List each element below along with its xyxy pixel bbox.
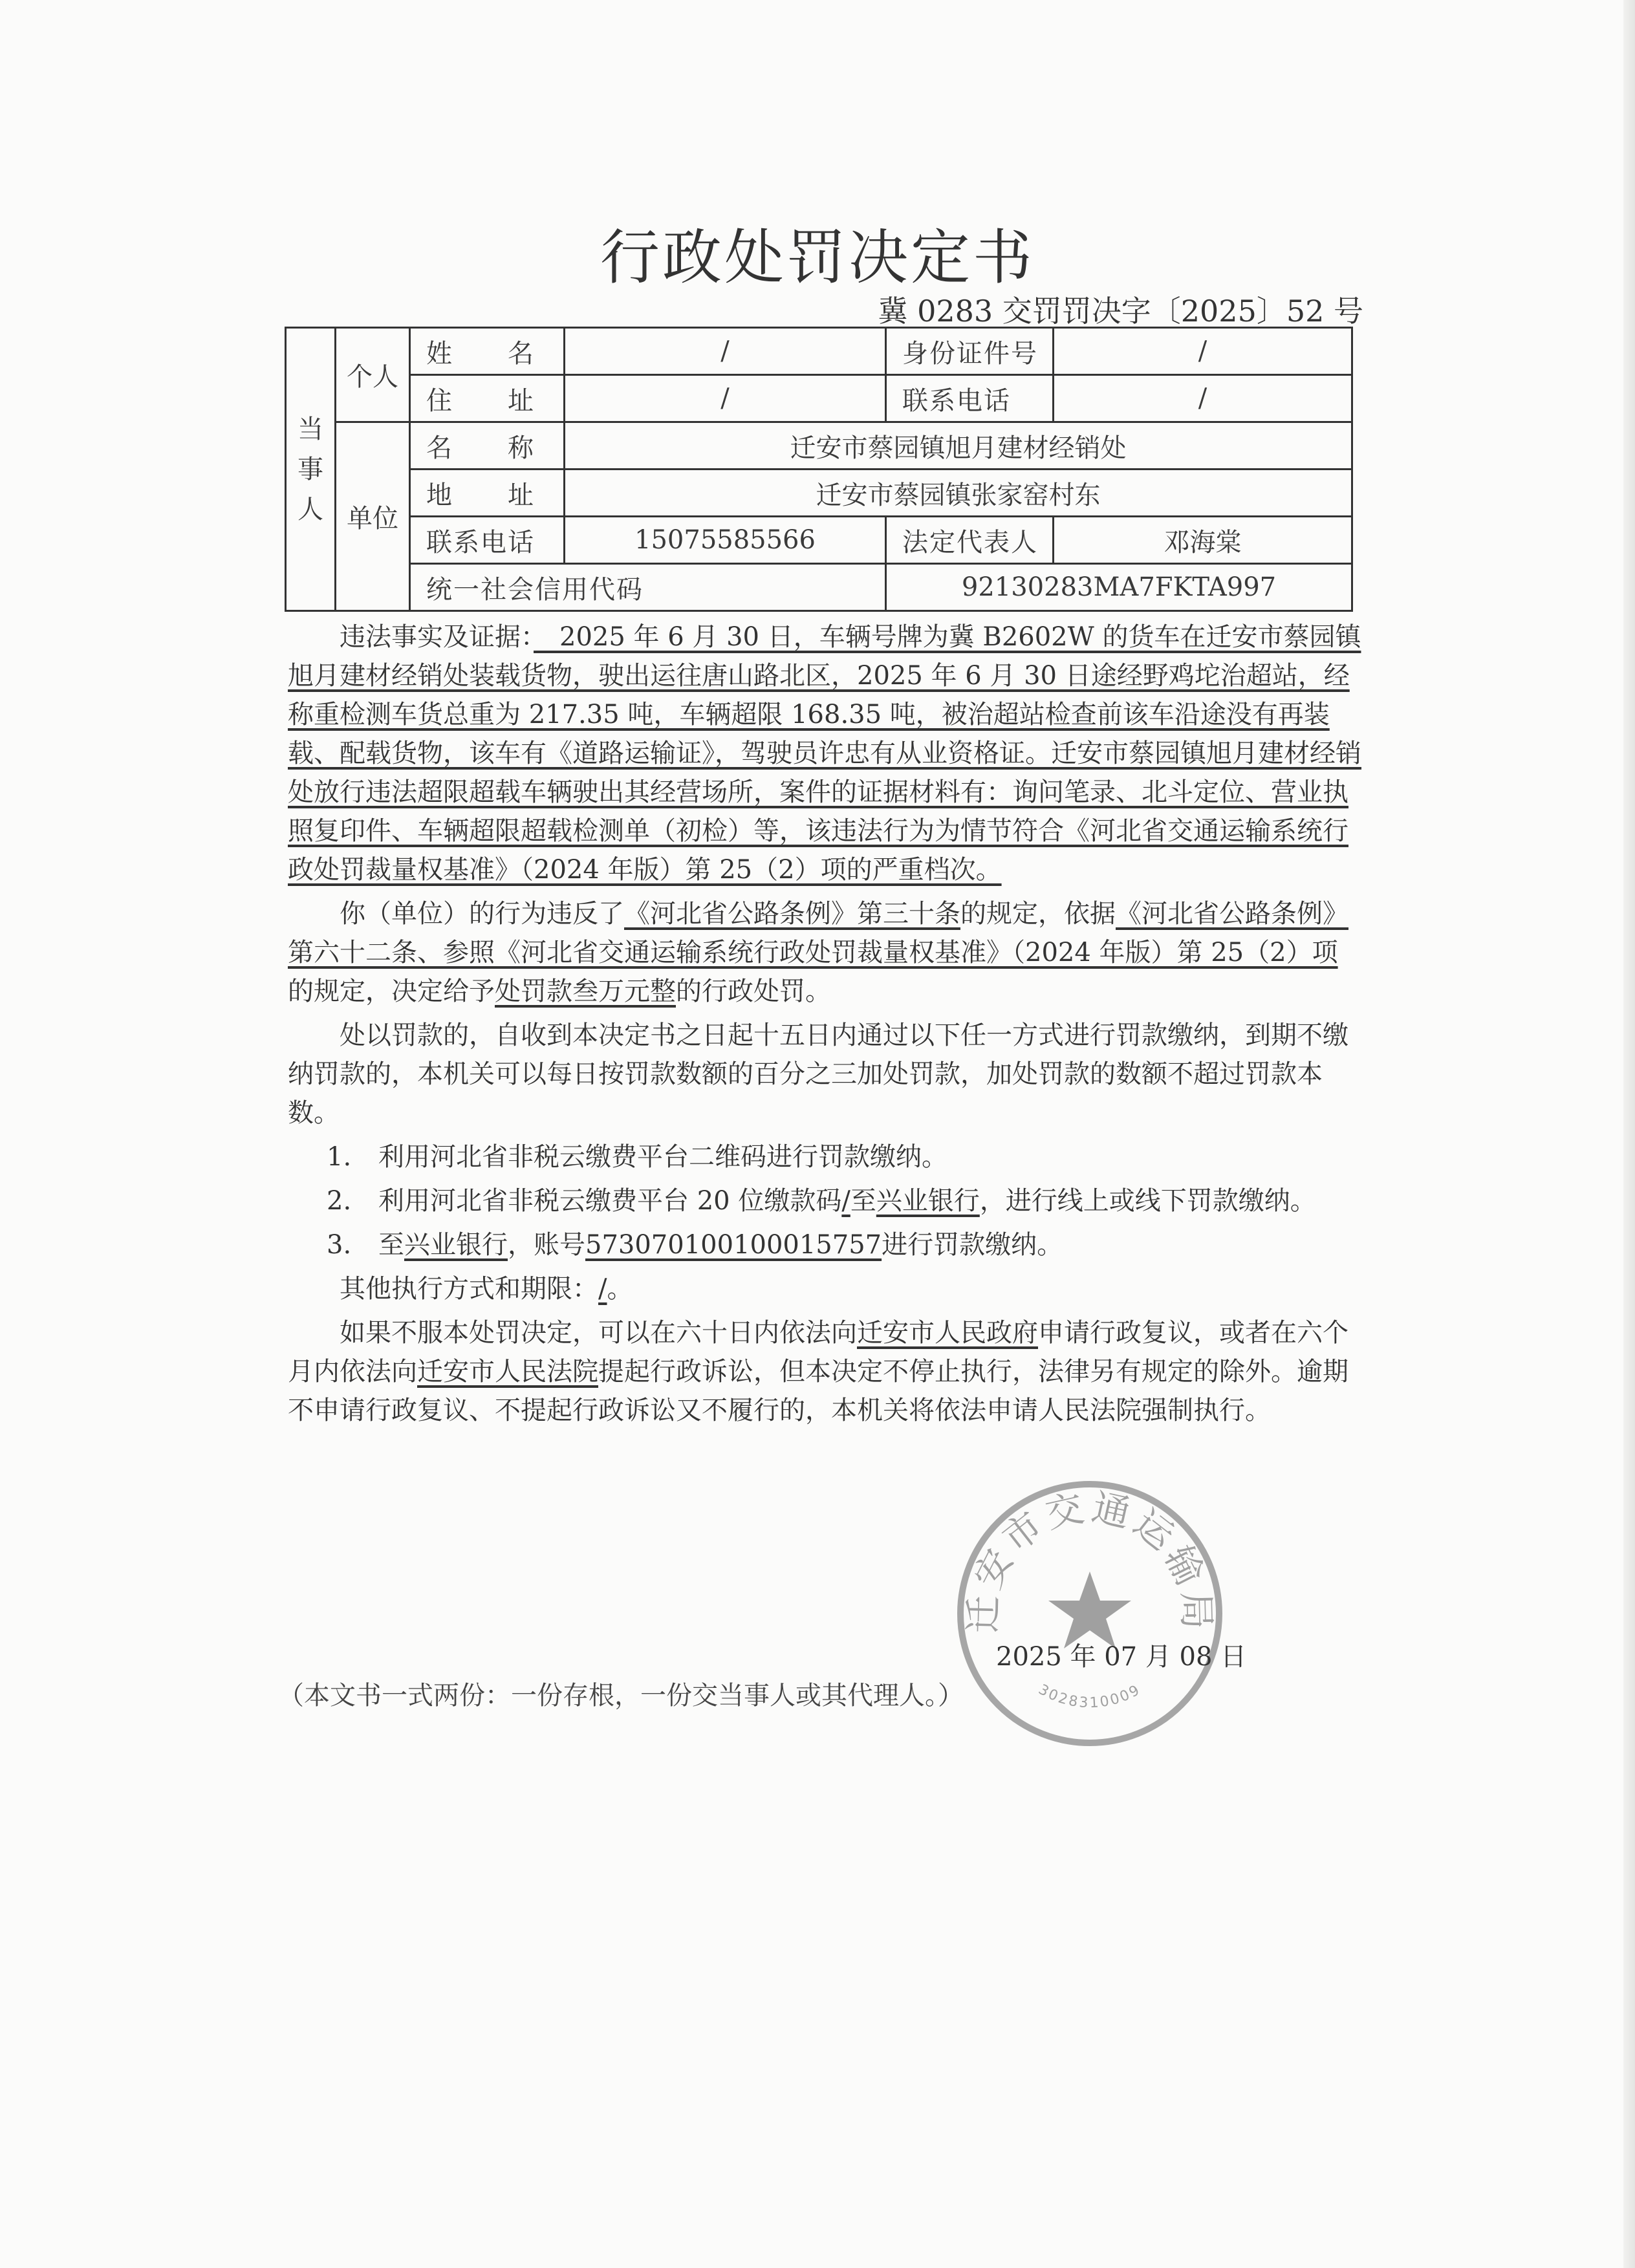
decision-text-1: 你（单位）的行为违反了 [340, 899, 624, 929]
decision-paragraph [288, 894, 1361, 1011]
other-execution-label: 其他执行方式和期限： [340, 1274, 598, 1304]
address-label: 住 址 [410, 375, 565, 422]
name-label: 姓 名 [410, 328, 565, 375]
bank-account: 573070100100015757 [585, 1230, 882, 1260]
unit-address-value: 迁安市蔡园镇张家窑村东 [565, 470, 1352, 517]
unit-name-label: 名 称 [410, 422, 565, 470]
facts-paragraph [288, 618, 1361, 889]
payment-item-2-end: ，进行线上或线下罚款缴纳。 [979, 1186, 1316, 1216]
payment-item-2-text: 利用河北省非税云缴费平台 20 位缴款码 [378, 1186, 842, 1216]
payment-bank: 兴业银行 [404, 1230, 508, 1260]
other-execution-value: / [598, 1274, 607, 1304]
unit-label: 单位 [336, 422, 410, 611]
unit-name-value: 迁安市蔡园镇旭月建材经销处 [565, 422, 1352, 470]
other-execution [288, 1269, 1361, 1308]
payment-item-3-to: 至 [378, 1230, 404, 1260]
party-table [285, 327, 1353, 612]
payment-code: / [841, 1186, 850, 1216]
name-value: / [565, 328, 886, 375]
decision-text-3: 的规定，决定给予 [288, 977, 495, 1006]
phone-value: / [1054, 375, 1352, 422]
credit-code-label: 统一社会信用代码 [410, 564, 886, 611]
id-value: / [1054, 328, 1352, 375]
document-number: 冀 0283 交罚罚决字〔2025〕52 号 [878, 294, 1363, 329]
decision-text-4: 的行政处罚。 [676, 977, 831, 1006]
appeal-text-3: 提起行政诉讼，但本决定不停止执行，法律另有规定的除外。逾期不申请行政复议、不提起行政诉讼又不履行的，本机关将依法申请人民法院强制执行。 [288, 1357, 1348, 1425]
unit-address-label: 地 址 [410, 470, 565, 517]
payment-item-3-account-label: ，账号 [508, 1230, 585, 1260]
seal-code: 3028310009 [1035, 1681, 1144, 1712]
payment-item-2-to: 至 [850, 1186, 876, 1216]
issue-date: 2025 年 07 月 08 日 [996, 1642, 1247, 1672]
document-body [288, 618, 1361, 1430]
facts-text: 2025 年 6 月 30 日，车辆号牌为冀 B2602W 的货车在迁安市蔡园镇旭月建材经销处装载货物，驶出运往唐山路北区，2025 年 6 月 30 日途经野鸡坨治超站，经称重检测车货总重为 217.35 吨，车辆超限 168.35 吨，被治超站检查前该车沿途没有再装载、配载货物，该车有《道路运输证》，驾驶员许忠有从业资格证。迁安市蔡园镇旭月建材经销处放行违法超限超载车辆驶出其经营场所，案件的证据材料有：询问笔录、北斗定位、营业执照复印件、车辆超限超载检测单（初检）等，该违法行为为情节符合《河北省交通运输系统行政处罚裁量权基准》（2024 年版）第 25（2）项的严重档次。 [288, 622, 1361, 885]
item-number: 3. [327, 1230, 352, 1260]
individual-label: 个人 [336, 328, 410, 422]
unit-phone-label: 联系电话 [410, 517, 565, 564]
facts-label: 违法事实及证据： [340, 622, 534, 652]
payment-intro: 处以罚款的，自收到本决定书之日起十五日内通过以下任一方式进行罚款缴纳，到期不缴纳罚款的，本机关可以每日按罚款数额的百分之三加处罚款，加处罚款的数额不超过罚款本数。 [288, 1021, 1348, 1128]
payment-item-1 [288, 1138, 1361, 1176]
seal-text: 迁安市交通运输局 [960, 1485, 1219, 1634]
phone-label: 联系电话 [886, 375, 1054, 422]
legal-basis: 《河北省公路条例》第六十二条、参照《河北省交通运输系统行政处罚裁量权基准》（2024 年版）第 25（2）项 [288, 899, 1348, 967]
review-authority: 迁安市人民政府 [857, 1318, 1038, 1348]
credit-code-value: 92130283MA7FKTA997 [886, 564, 1352, 611]
item-number: 1. [327, 1142, 352, 1172]
payment-item-2 [288, 1182, 1361, 1220]
appeal-text-2: 申请行政复议，或者在六个月内依法向 [288, 1318, 1348, 1387]
legal-rep-label: 法定代表人 [886, 517, 1054, 564]
legal-rep-value: 邓海棠 [1054, 517, 1352, 564]
appeal-paragraph [288, 1313, 1361, 1430]
appeal-text-1: 如果不服本处罚决定，可以在六十日内依法向 [340, 1318, 857, 1348]
party-label: 当事人 [286, 328, 336, 611]
violated-law: 《河北省公路条例》第三十条 [624, 899, 960, 929]
id-label: 身份证件号 [886, 328, 1054, 375]
penalty-amount: 处罚款叁万元整 [495, 977, 676, 1006]
decision-text-2: 的规定，依据 [960, 899, 1116, 929]
copy-note: （本文书一式两份：一份存根，一份交当事人或其代理人。） [278, 1681, 964, 1711]
unit-phone-value: 15075585566 [565, 517, 886, 564]
page-edge [1623, 0, 1635, 2268]
item-number: 2. [327, 1186, 352, 1216]
official-seal [951, 1474, 1229, 1753]
court-name: 迁安市人民法院 [417, 1357, 598, 1387]
payment-bank: 兴业银行 [876, 1186, 980, 1216]
address-value: / [565, 375, 886, 422]
payment-item-1-text: 利用河北省非税云缴费平台二维码进行罚款缴纳。 [378, 1142, 947, 1172]
payment-item-3 [288, 1226, 1361, 1264]
other-execution-end: 。 [607, 1274, 633, 1304]
payment-item-3-end: 进行罚款缴纳。 [882, 1230, 1063, 1260]
document-title: 行政处罚决定书 [600, 223, 1035, 292]
